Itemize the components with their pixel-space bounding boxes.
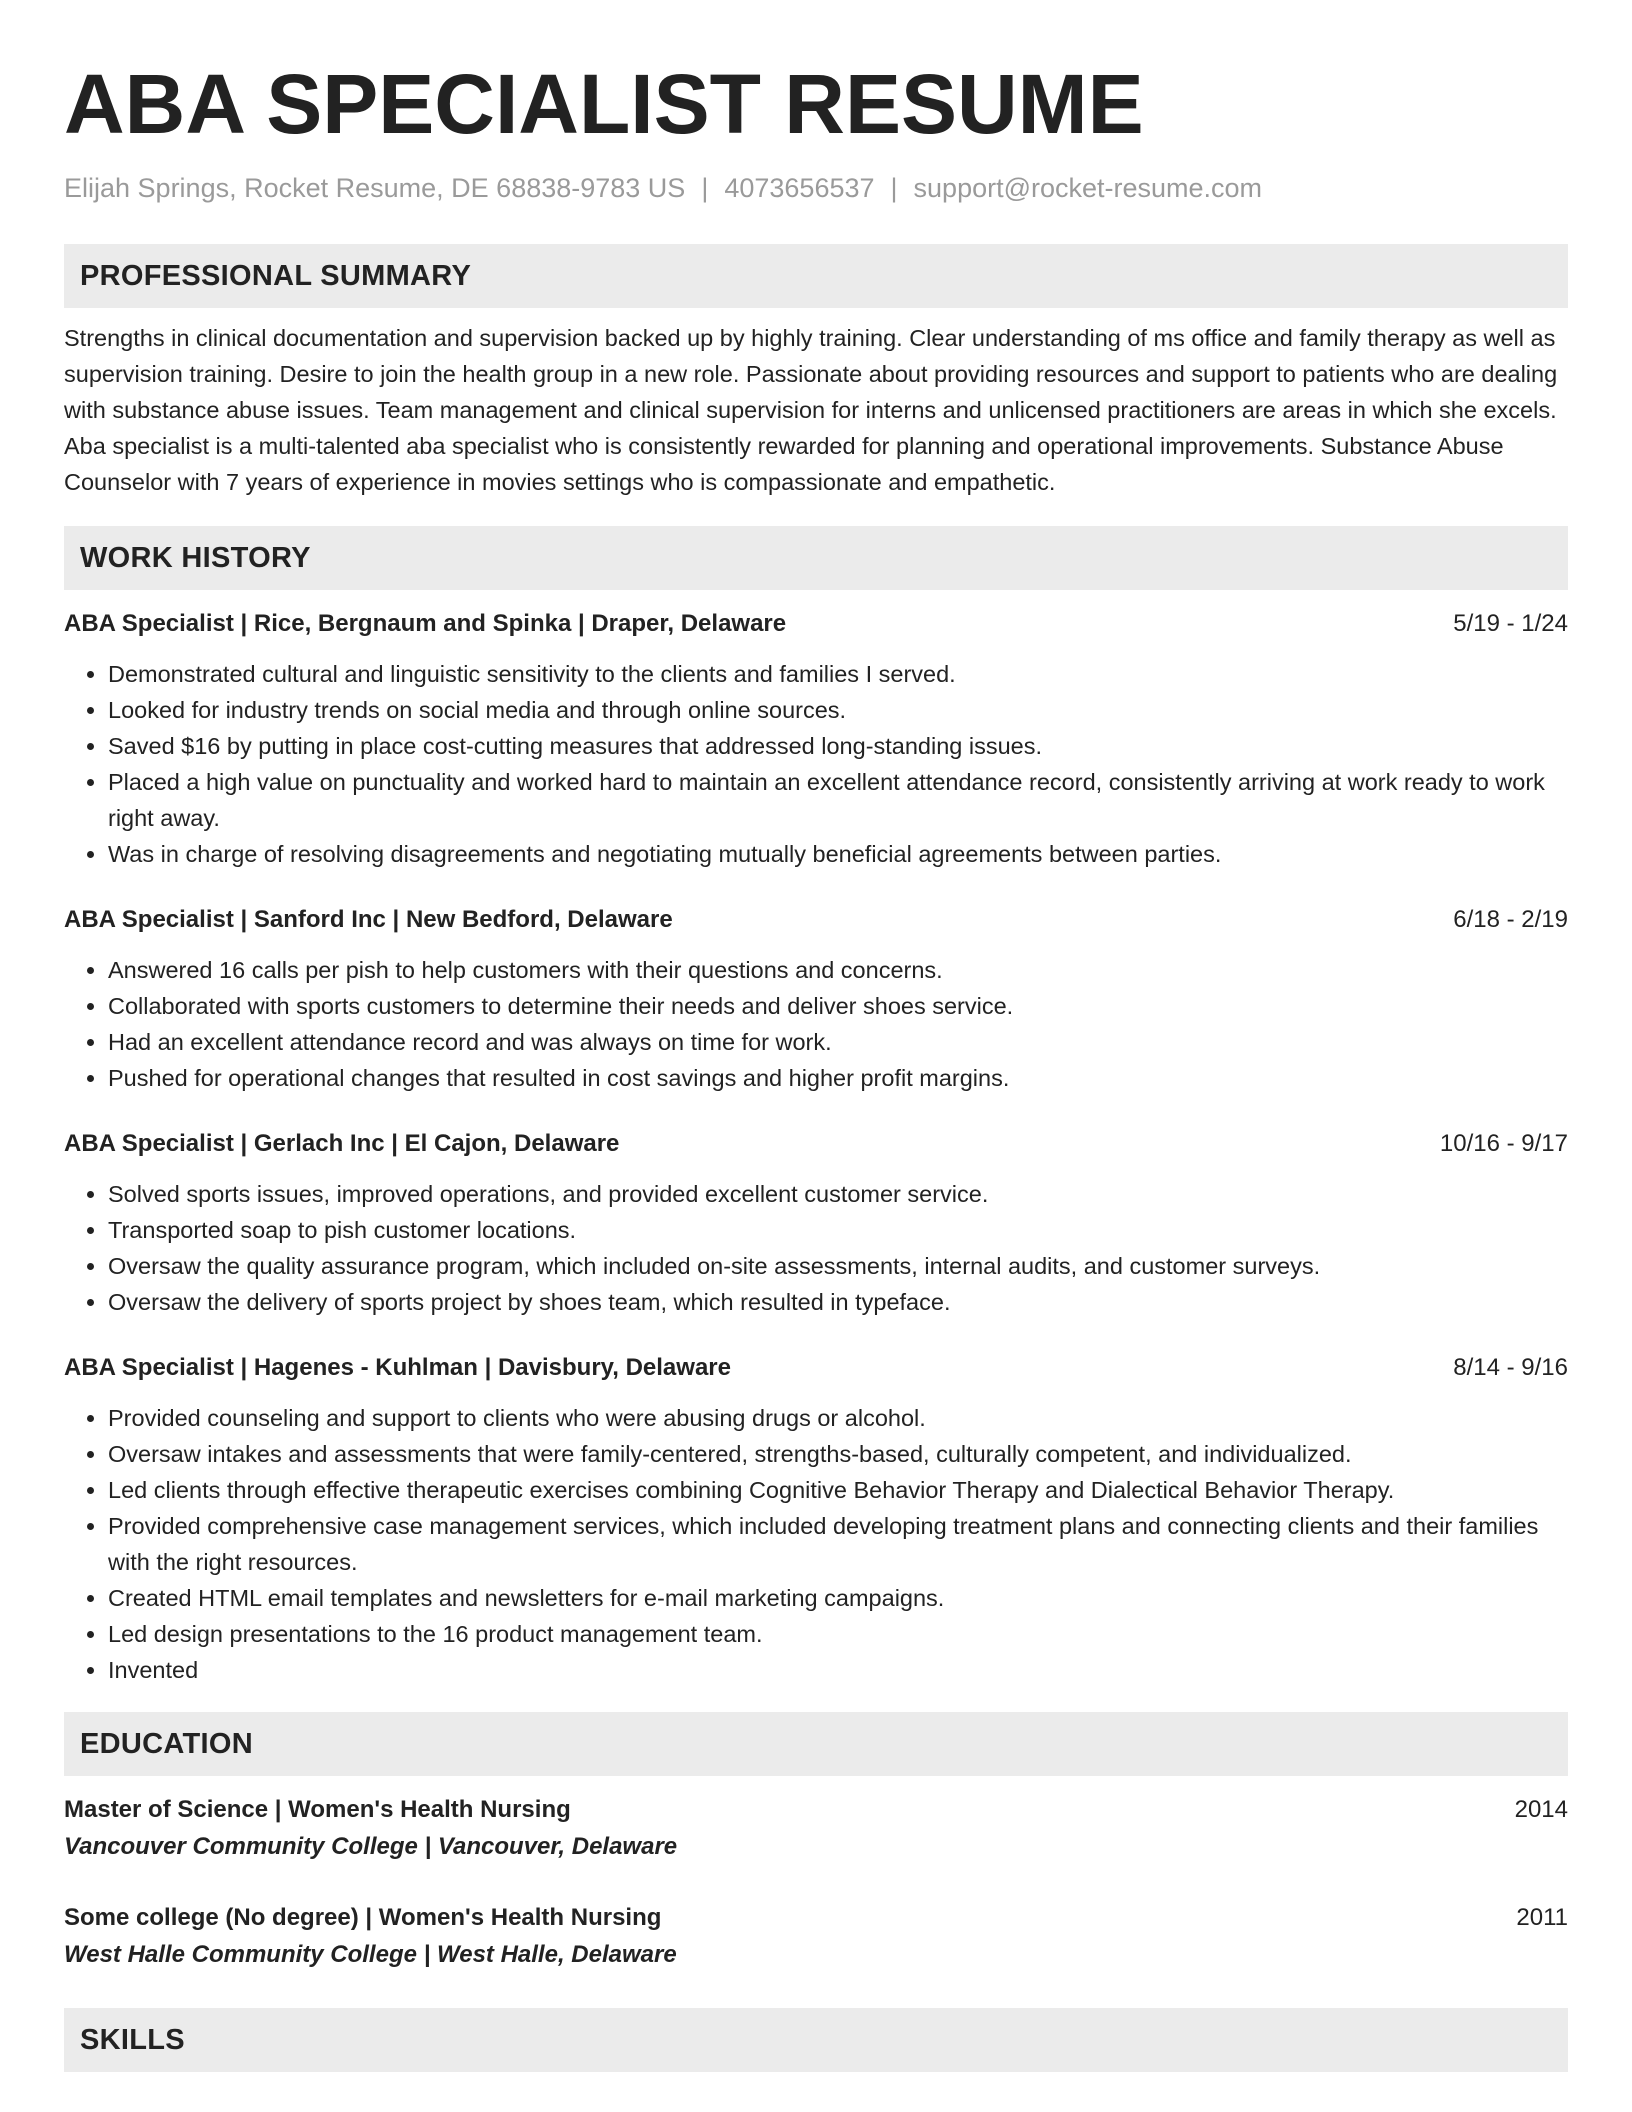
education-entry xyxy=(64,1900,1568,1974)
education-degree: Some college (No degree) | Women's Health Nursing xyxy=(64,1904,662,1931)
job-bullet: • Created HTML email templates and newsletters for e-mail marketing campaigns. xyxy=(108,1580,1568,1616)
job-heading: ABA Specialist | Hagenes - Kuhlman | Davisbury, Delaware xyxy=(64,1354,731,1381)
job-bullet: • Oversaw the delivery of sports project by shoes team, which resulted in typeface. xyxy=(108,1284,1568,1320)
job-entry xyxy=(64,606,1568,872)
contact-line xyxy=(64,170,1568,206)
job-bullet: • Led clients through effective therapeutic exercises combining Cognitive Behavior Therapy and Dialectical Behavior Therapy. xyxy=(108,1472,1568,1508)
job-heading: ABA Specialist | Gerlach Inc | El Cajon, Delaware xyxy=(64,1130,620,1157)
education-header xyxy=(64,1792,1568,1828)
job-bullets xyxy=(64,1400,1568,1688)
job-bullet: • Invented xyxy=(108,1652,1568,1688)
job-bullet: • Was in charge of resolving disagreements and negotiating mutually beneficial agreements between parties. xyxy=(108,836,1568,872)
job-bullets xyxy=(64,656,1568,872)
job-header xyxy=(64,1350,1568,1386)
job-bullet: • Collaborated with sports customers to determine their needs and deliver shoes service. xyxy=(108,988,1568,1024)
contact-address: Elijah Springs, Rocket Resume, DE 68838-9783 US xyxy=(64,173,686,203)
job-bullet: • Looked for industry trends on social media and through online sources. xyxy=(108,692,1568,728)
contact-phone: 4073656537 xyxy=(724,173,875,203)
resume-title: ABA SPECIALIST RESUME xyxy=(64,57,1144,151)
job-header xyxy=(64,1126,1568,1162)
job-header xyxy=(64,902,1568,938)
job-dates: 10/16 - 9/17 xyxy=(1439,1130,1568,1157)
job-heading: ABA Specialist | Sanford Inc | New Bedford, Delaware xyxy=(64,906,673,933)
job-bullet: • Oversaw intakes and assessments that were family-centered, strengths-based, culturally competent, and individualized. xyxy=(108,1436,1568,1472)
job-bullet: • Had an excellent attendance record and was always on time for work. xyxy=(108,1024,1568,1060)
job-bullet: • Provided comprehensive case management services, which included developing treatment plans and connecting clients and their families with the right resources. xyxy=(108,1508,1568,1580)
job-dates: 6/18 - 2/19 xyxy=(1453,906,1568,933)
contact-separator: | xyxy=(701,173,709,203)
section-header-skills: SKILLS xyxy=(64,2008,1568,2072)
contact-separator: | xyxy=(890,173,898,203)
education-school: Vancouver Community College | Vancouver, Delaware xyxy=(64,1833,678,1860)
education-degree: Master of Science | Women's Health Nursing xyxy=(64,1796,571,1823)
summary-text: Strengths in clinical documentation and supervision backed up by highly training. Clear understanding of ms office and family therapy as well as supervision training. Desire to join the health group in a new role. Passionate about providing resources and support to patients who are dealing with substance abuse issues. Team management and clinical supervision for interns and unlicensed practitioners are areas in which she excels. Aba specialist is a multi-talented aba specialist who is consistently rewarded for planning and operational improvements. Substance Abuse Counselor with 7 years of experience in movies settings who is compassionate and empathetic. xyxy=(64,325,1558,495)
education-header xyxy=(64,1900,1568,1936)
job-bullets xyxy=(64,952,1568,1096)
job-header xyxy=(64,606,1568,642)
education-school: West Halle Community College | West Halle, Delaware xyxy=(64,1941,677,1968)
job-bullet: • Saved $16 by putting in place cost-cutting measures that addressed long-standing issues. xyxy=(108,728,1568,764)
job-bullet: • Transported soap to pish customer locations. xyxy=(108,1212,1568,1248)
job-dates: 8/14 - 9/16 xyxy=(1453,1354,1568,1381)
job-bullet: • Answered 16 calls per pish to help customers with their questions and concerns. xyxy=(108,952,1568,988)
job-entry xyxy=(64,1126,1568,1320)
section-header-education: EDUCATION xyxy=(64,1712,1568,1776)
job-bullet: • Solved sports issues, improved operations, and provided excellent customer service. xyxy=(108,1176,1568,1212)
education-year: 2011 xyxy=(1516,1904,1568,1931)
education-entry xyxy=(64,1792,1568,1866)
job-bullets xyxy=(64,1176,1568,1320)
section-header-work-history: WORK HISTORY xyxy=(64,526,1568,590)
job-bullet: • Demonstrated cultural and linguistic sensitivity to the clients and families I served. xyxy=(108,656,1568,692)
job-bullet: • Provided counseling and support to clients who were abusing drugs or alcohol. xyxy=(108,1400,1568,1436)
job-heading: ABA Specialist | Rice, Bergnaum and Spinka | Draper, Delaware xyxy=(64,610,787,637)
job-bullet: • Led design presentations to the 16 product management team. xyxy=(108,1616,1568,1652)
job-dates: 5/19 - 1/24 xyxy=(1453,610,1568,637)
job-entry xyxy=(64,1350,1568,1688)
section-header-summary: PROFESSIONAL SUMMARY xyxy=(64,244,1568,308)
job-bullet: • Placed a high value on punctuality and worked hard to maintain an excellent attendance record, consistently arriving at work ready to work right away. xyxy=(108,764,1568,836)
job-bullet: • Pushed for operational changes that resulted in cost savings and higher profit margins. xyxy=(108,1060,1568,1096)
job-entry xyxy=(64,902,1568,1096)
contact-email: support@rocket-resume.com xyxy=(913,173,1263,203)
job-bullet: • Oversaw the quality assurance program, which included on-site assessments, internal audits, and customer surveys. xyxy=(108,1248,1568,1284)
education-year: 2014 xyxy=(1514,1796,1568,1823)
